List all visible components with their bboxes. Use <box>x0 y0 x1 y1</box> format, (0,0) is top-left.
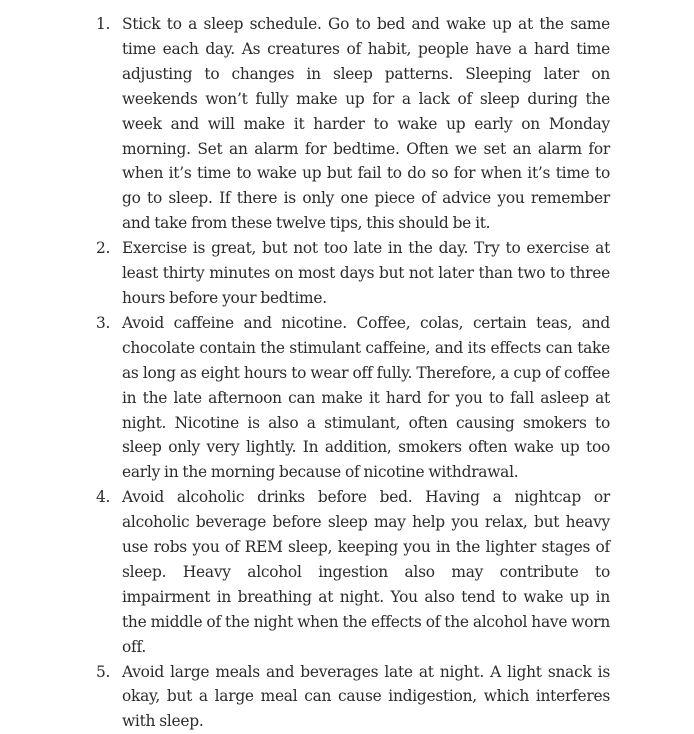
list-item-text: Stick to a sleep schedule. Go to bed and wake up at the same time each day. As creatures of habit, people have a hard time adjusting to changes in sleep patterns. Sleeping later on weekends won’t fully make up for a lack of sleep during the week and will make it harder to wake up early on Monday morning. Set an alarm for bedtime. Often we set an alarm for when it’s time to wake up but fail to do so for when it’s time to go to sleep. If there is only one piece of advice you remember and take from these twelve tips, this should be it. <box>122 15 610 233</box>
list-item-text: Avoid caffeine and nicotine. Coffee, colas, certain teas, and chocolate contain the stimulant caffeine, and its effects can take as long as eight hours to wear off fully. Therefore, a cup of coffee in the late afternoon can make it hard for you to fall asleep at night. Nicotine is also a stimulant, often causing smokers to sleep only very lightly. In addition, smokers often wake up too early in the morning because of nicotine withdrawal. <box>122 313 610 482</box>
list-item-text: Exercise is great, but not too late in the day. Try to exercise at least thirty minutes on most days but not later than two to three hours before your bedtime. <box>122 239 610 307</box>
document-page <box>0 12 694 734</box>
list-item-number: 4. <box>96 488 111 507</box>
list-item-number: 3. <box>96 313 111 332</box>
list-item-number: 1. <box>96 15 111 33</box>
list-item <box>0 660 694 734</box>
list-item <box>0 236 694 311</box>
list-item-number: 2. <box>96 239 111 258</box>
list-item-text: Avoid alcoholic drinks before bed. Having a nightcap or alcoholic beverage before sleep may help you relax, but heavy use robs you of REM sleep, keeping you in the lighter stages of sleep. Heavy alcohol ingestion also may contribute to impairment in breathing at night. You also tend to wake up in the middle of the night when the effects of the alcohol have worn off. <box>122 488 610 656</box>
list-item-number: 5. <box>96 662 111 681</box>
list-item <box>0 485 694 659</box>
list-item-text: Avoid large meals and beverages late at night. A light snack is okay, but a large meal can cause indigestion, which interferes with sleep. <box>122 662 610 731</box>
list-item <box>0 12 694 236</box>
list-item <box>0 311 694 485</box>
sleep-tips-list <box>0 12 694 734</box>
